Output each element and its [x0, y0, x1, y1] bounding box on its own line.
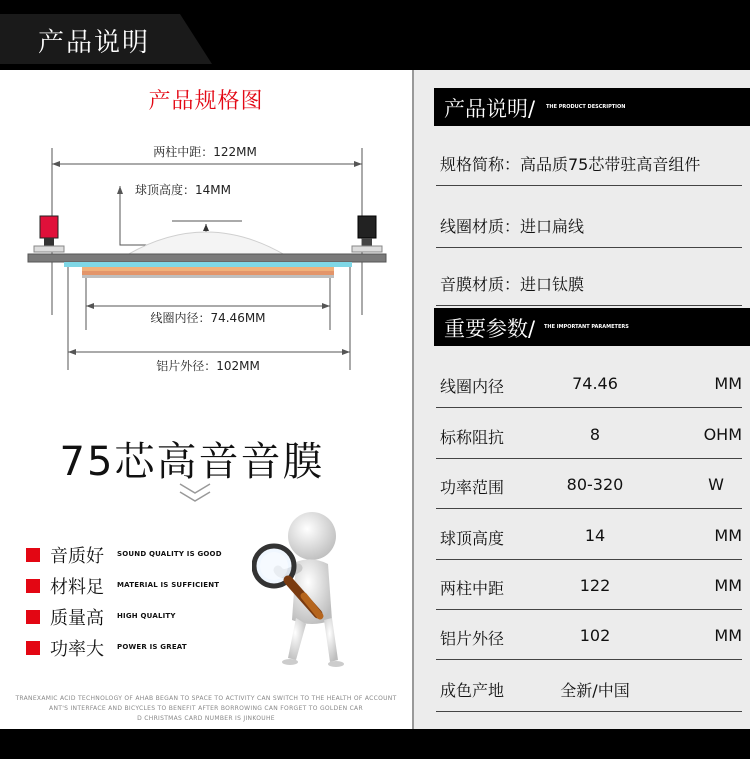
- spec-diagram-title: 产品规格图: [148, 89, 264, 114]
- feature-subtitle: POWER IS GREAT: [117, 643, 187, 651]
- description-row: [436, 136, 742, 186]
- section-header-parameters: [434, 308, 750, 346]
- red-square-icon: [26, 610, 40, 624]
- description-text: 音膜材质：进口钛膜: [440, 275, 585, 294]
- param-row: [436, 409, 742, 459]
- param-value: 102: [579, 626, 611, 645]
- section-header-description: [434, 88, 750, 126]
- param-label: 两柱中距: [440, 579, 505, 598]
- description-row: [436, 198, 742, 248]
- fine-print-line: ANT'S INTERFACE AND BICYCLES TO BENEFIT AFTER BORROWING CAN FORGET TO GOLDEN CAR: [49, 705, 363, 712]
- chevron-down-icon: [178, 482, 212, 504]
- feature-subtitle: HIGH QUALITY: [117, 612, 176, 620]
- param-label: 标称阻抗: [440, 428, 505, 447]
- right-panel: [412, 70, 750, 729]
- left-panel: [0, 70, 412, 729]
- param-unit: OHM: [703, 425, 742, 444]
- param-row: [436, 560, 742, 610]
- param-unit: W: [708, 475, 724, 494]
- param-label: 成色产地: [440, 681, 505, 700]
- param-value: 14: [584, 526, 606, 545]
- fine-print-line: TRANEXAMIC ACID TECHNOLOGY OF AHAB BEGAN TO SPACE TO ACTIVITY CAN SWITCH TO THE HEALTH OF ACCOUNT: [15, 695, 397, 702]
- param-value: 122: [579, 576, 611, 595]
- description-row: [436, 256, 742, 306]
- feature-item: [26, 604, 256, 635]
- feature-item: [26, 635, 256, 666]
- red-square-icon: [26, 641, 40, 655]
- feature-subtitle: SOUND QUALITY IS GOOD: [117, 550, 222, 558]
- feature-item: [26, 542, 256, 573]
- section-title: 重要参数/: [444, 317, 536, 341]
- description-text: 规格简称：高品质75芯带驻高音组件: [440, 155, 701, 174]
- product-headline: 75芯高音音膜: [59, 439, 325, 485]
- figure-with-magnifier-icon: [252, 508, 372, 678]
- feature-title: 质量高: [50, 608, 104, 629]
- param-value: 80-320: [566, 475, 624, 494]
- feature-title: 音质好: [50, 546, 104, 567]
- feature-subtitle: MATERIAL IS SUFFICIENT: [117, 581, 220, 589]
- spec-diagram: [0, 130, 412, 450]
- description-text: 线圈材质：进口扁线: [440, 217, 585, 236]
- section-title: 产品说明/: [444, 97, 536, 121]
- feature-title: 材料足: [50, 577, 104, 598]
- fine-print: [14, 694, 398, 724]
- param-row: [436, 459, 742, 509]
- param-row: [436, 510, 742, 560]
- param-row: [436, 358, 742, 408]
- feature-title: 功率大: [50, 639, 104, 660]
- bottom-banner: [0, 729, 750, 759]
- param-unit: MM: [714, 576, 742, 595]
- fine-print-line: D CHRISTMAS CARD NUMBER IS JINKOUHE: [137, 715, 275, 722]
- feature-item: [26, 573, 256, 604]
- param-label: 功率范围: [440, 478, 505, 497]
- dome-height-label: 球顶高度：14MM: [135, 183, 231, 197]
- pillar-distance-label: 两柱中距：122MM: [153, 145, 257, 159]
- red-square-icon: [26, 579, 40, 593]
- param-value: 74.46: [572, 374, 618, 393]
- red-square-icon: [26, 548, 40, 562]
- section-subtitle: THE IMPORTANT PARAMETERS: [544, 324, 629, 330]
- banner-title: 产品说明: [38, 28, 151, 58]
- param-label: 铝片外径: [440, 629, 505, 648]
- param-row: [436, 662, 742, 712]
- param-label: 线圈内径: [440, 377, 505, 396]
- param-label: 球顶高度: [440, 529, 505, 548]
- plate-diameter-label: 铝片外径：102MM: [156, 359, 260, 373]
- param-unit: MM: [714, 526, 742, 545]
- param-unit: MM: [714, 374, 742, 393]
- param-unit: MM: [714, 626, 742, 645]
- param-value: 全新/中国: [560, 681, 630, 700]
- param-row: [436, 610, 742, 660]
- param-value: 8: [589, 425, 601, 444]
- feature-list: [26, 542, 256, 666]
- coil-diameter-label: 线圈内径：74.46MM: [150, 311, 266, 325]
- section-subtitle: THE PRODUCT DESCRIPTION: [546, 104, 626, 110]
